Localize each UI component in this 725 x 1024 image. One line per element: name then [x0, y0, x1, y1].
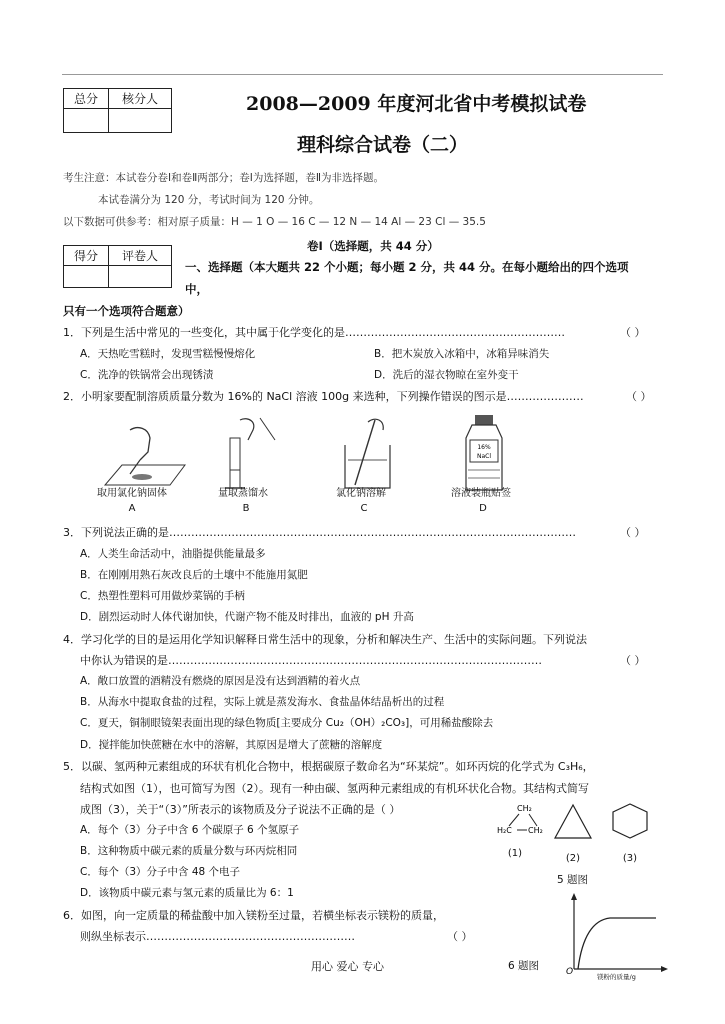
q6-graph — [560, 893, 670, 983]
q2-figure-c — [345, 419, 390, 488]
page-subtitle: 理科综合试卷（二） — [297, 134, 469, 156]
q6-curve — [578, 918, 656, 969]
section-title: 卷Ⅰ（选择题，共 44 分） — [307, 239, 439, 253]
checker-cell[interactable] — [109, 109, 172, 133]
q3-answer-paren[interactable]: （ ） — [620, 526, 646, 539]
notice-line-2: 本试卷满分为 120 分，考试时间为 120 分钟。 — [98, 194, 320, 206]
page-footer: 用心 爱心 专心 — [311, 960, 384, 973]
q5-fig-label-3: (3) — [622, 853, 638, 864]
q6-x-axis-label: 镁粉的质量/g — [597, 973, 636, 981]
q5-option-b: B．这种物质中碳元素的质量分数与环丙烷相同 — [80, 845, 298, 857]
q3-option-b: B．在刚刚用熟石灰改良后的土壤中不能施用氮肥 — [80, 569, 308, 581]
section-intro-1: 一、选择题（本大题共 22 个小题；每小题 2 分，共 44 分。在每小题给出的四个选项 — [185, 260, 629, 274]
q2-letter-b: B — [242, 503, 250, 514]
score-header-total: 总分 — [64, 89, 109, 109]
q2-letter-c: C — [360, 503, 368, 514]
q5-fig1-structural-formula — [497, 804, 543, 835]
q4-option-c: C．夏天，铜制眼镜架表面出现的绿色物质[主要成分 Cu₂（OH）₂CO₃]，可用稀盐酸除去 — [80, 717, 494, 729]
q5-struct-top: CH₂ — [517, 804, 532, 813]
q5-struct-right: CH₂ — [528, 826, 543, 835]
section-intro-2: 中， — [185, 282, 208, 296]
q5-stem-3: 成图（3），关于“（3）”所表示的该物质及分子说法不正确的是（ ） — [80, 803, 401, 816]
score-table-total — [63, 88, 172, 133]
q3-stem: 3．下列说法正确的是………………………………………………………………………………………………… — [63, 526, 576, 539]
q4-stem-1: 4．学习化学的目的是运用化学知识解释日常生活中的现象，分析和解决生产、生活中的实际问题。下列说法 — [63, 633, 587, 646]
bottle-label-formula: NaCl — [476, 453, 492, 460]
q1-option-c: C．洗净的铁锅常会出现锈渍 — [80, 369, 214, 381]
q5-stem-2: 结构式如图（1），也可简写为图（2）。现有一种由碳、氢两种元素组成的有机环状化合物。其结构式简写 — [80, 782, 589, 795]
q6-figure-caption: 6 题图 — [508, 960, 540, 972]
q6-stem-2: 则纵坐标表示………………………………………………… — [80, 930, 355, 943]
q2-letter-d: D — [479, 503, 487, 514]
q1-option-d: D．洗后的湿衣物晾在室外变干 — [374, 369, 519, 381]
section-intro-3: 只有一个选项符合题意） — [63, 304, 190, 318]
q4-option-d: D．搅拌能加快蔗糖在水中的溶解，其原因是增大了蔗糖的溶解度 — [80, 739, 383, 751]
score-cell[interactable] — [64, 109, 109, 133]
section-score-cell[interactable] — [64, 266, 109, 288]
q3-option-d: D．剧烈运动时人体代谢加快，代谢产物不能及时排出，血液的 pH 升高 — [80, 611, 414, 623]
q2-caption-c: 氯化钠溶解 — [336, 488, 386, 499]
q2-figure-d — [466, 415, 502, 490]
top-rule — [62, 74, 663, 75]
q5-fig3-hexagon — [613, 804, 647, 838]
bottle-label-percent: 16% — [477, 444, 491, 451]
q2-caption-d: 溶液装瓶贴签 — [451, 488, 511, 499]
grader-cell[interactable] — [109, 266, 172, 288]
notice-line-1: 考生注意：本试卷分卷Ⅰ和卷Ⅱ两部分；卷Ⅰ为选择题，卷Ⅱ为非选择题。 — [63, 172, 385, 184]
q2-stem: 2．小明家要配制溶质质量分数为 16%的 NaCl 溶液 100g 来选种，下列操作错误的图示是………………… — [63, 390, 584, 403]
q5-fig-label-2: (2) — [565, 853, 581, 864]
q5-option-c: C．每个（3）分子中含 48 个电子 — [80, 866, 241, 878]
q5-fig-label-1: (1) — [507, 848, 523, 859]
q4-option-b: B．从海水中提取食盐的过程，实际上就是蒸发海水、食盐晶体结晶析出的过程 — [80, 696, 445, 708]
q4-stem-2: 中你认为错误的是………………………………………………………………………………………… — [80, 654, 542, 667]
q3-option-c: C．热塑性塑料可用做炒菜锅的手柄 — [80, 590, 245, 602]
q6-answer-paren[interactable]: （ ） — [447, 930, 473, 943]
q2-caption-b: 量取蒸馏水 — [218, 488, 268, 499]
q3-option-a: A．人类生命活动中，油脂提供能量最多 — [80, 548, 266, 560]
q2-letter-a: A — [128, 503, 136, 514]
score-table-section — [63, 245, 172, 288]
notice-line-3: 以下数据可供参考：相对原子质量：H — 1 O — 16 C — 12 N — 14 Al — 23 Cl — 35.5 — [63, 216, 486, 228]
q5-fig2-triangle — [555, 805, 591, 838]
q1-answer-paren[interactable]: （ ） — [620, 326, 646, 339]
page-title: 2008—2009 年度河北省中考模拟试卷 — [246, 93, 587, 115]
score-header-grader: 评卷人 — [109, 246, 172, 266]
q4-option-a: A．敞口放置的酒精没有燃烧的原因是没有达到酒精的着火点 — [80, 675, 361, 687]
q6-origin-label: O — [566, 967, 574, 977]
q5-option-d: D．该物质中碳元素与氢元素的质量比为 6：1 — [80, 887, 294, 899]
q4-answer-paren[interactable]: （ ） — [620, 654, 646, 667]
score-header-score: 得分 — [64, 246, 109, 266]
q1-option-b: B．把木炭放入冰箱中，冰箱异味消失 — [374, 348, 550, 360]
q5-option-a: A．每个（3）分子中含 6 个碳原子 6 个氢原子 — [80, 824, 300, 836]
q5-struct-left: H₂C — [497, 826, 512, 835]
q1-stem: 1．下列是生活中常见的一些变化，其中属于化学变化的是…………………………………………………… — [63, 326, 565, 339]
q2-figure-b — [225, 418, 275, 488]
q6-stem-1: 6．如图，向一定质量的稀盐酸中加入镁粉至过量，若横坐标表示镁粉的质量， — [63, 909, 444, 922]
q2-answer-paren[interactable]: （ ） — [626, 390, 652, 403]
q5-figure-caption: 5 题图 — [557, 874, 589, 886]
q1-option-a: A．天热吃雪糕时，发现雪糕慢慢熔化 — [80, 348, 256, 360]
q5-stem-1: 5．以碳、氢两种元素组成的环状有机化合物中，根据碳原子数命名为“环某烷”。如环丙烷的化学式为 C₃H₆， — [63, 760, 594, 773]
score-header-checker: 核分人 — [109, 89, 172, 109]
q2-caption-a: 取用氯化钠固体 — [97, 488, 167, 499]
q2-figure-a — [105, 428, 185, 485]
